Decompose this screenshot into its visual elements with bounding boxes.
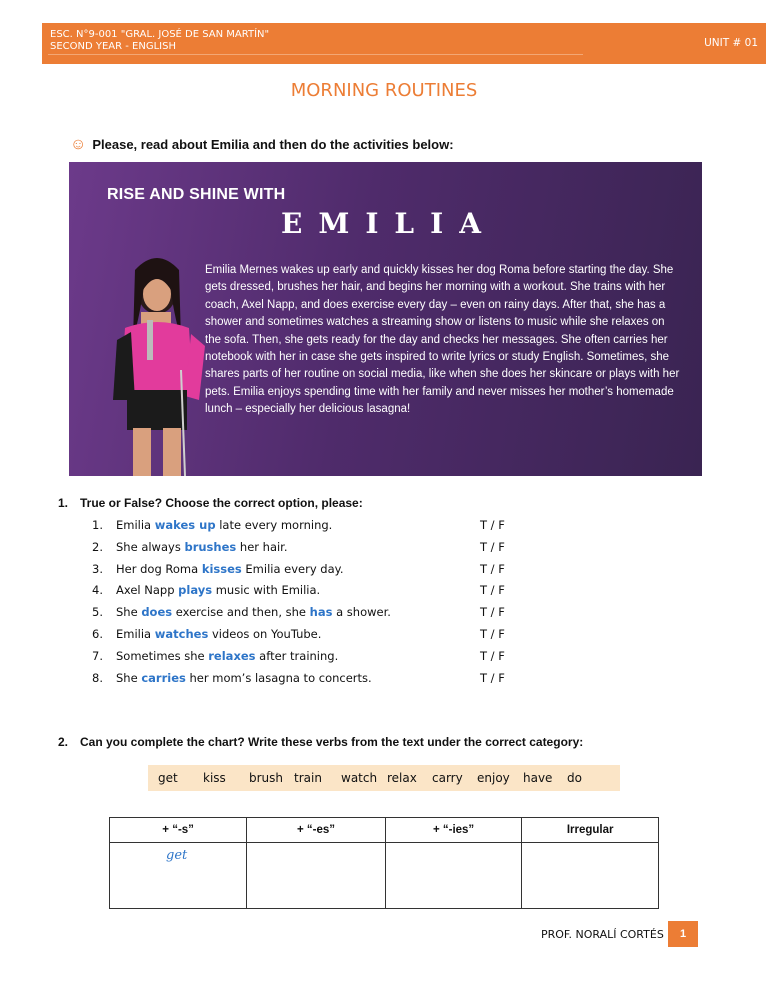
- header-divider: [48, 54, 583, 55]
- item-text: Emilia: [116, 626, 155, 641]
- true-false-option[interactable]: T / F: [480, 670, 505, 685]
- school-line-2: SECOND YEAR - ENGLISH: [50, 41, 176, 52]
- answer-cell-irregular[interactable]: [522, 843, 659, 909]
- column-es: + “-es”: [247, 818, 386, 843]
- item-text: Sometimes she: [116, 648, 209, 663]
- item-text: after training.: [255, 648, 339, 663]
- word-bank-word: watch: [341, 771, 378, 785]
- activity1-number: 1.: [58, 496, 69, 510]
- item-text: her hair.: [236, 539, 288, 554]
- activity1-heading: [58, 496, 363, 510]
- school-name: [50, 29, 269, 53]
- item-number: 5.: [92, 605, 103, 620]
- tf-item: [92, 602, 522, 624]
- true-false-option[interactable]: T / F: [480, 605, 505, 620]
- item-text: She: [116, 605, 142, 620]
- activity2-heading: [58, 735, 583, 749]
- item-verb: has: [309, 605, 333, 620]
- item-text: Emilia every day.: [241, 561, 344, 576]
- banner-name: EMILIA: [281, 207, 497, 240]
- item-verb: kisses: [201, 561, 242, 576]
- intro-text: Please, read about Emilia and then do the activities below:: [92, 137, 454, 152]
- item-text: She: [116, 670, 142, 685]
- word-bank: [148, 765, 620, 791]
- tf-item: [92, 537, 522, 559]
- item-text: She always: [116, 539, 185, 554]
- word-bank-word: brush: [249, 771, 284, 785]
- banner-story: Emilia Mernes wakes up early and quickly kisses her dog Roma before starting the day. She gets dressed, brushes her hair, and begins her morning with a workout. She trains with her coach, Axel Napp, and does exercise every day – even on rainy days. After that, she has a shower and sometimes watches a streaming show or listens to music while she relaxes on the sofa. Then, she gets ready for the day and checks her messages. She often carries her notebook with her in case she gets inspired to write lyrics or study English. Sometimes, she shares parts of her routine on social media, like when she does her skincare or plays with her pets. Emilia enjoys spending time with her family and never misses her mother’s homemade lunch – especially her delicious lasagna!: [205, 264, 680, 416]
- tf-item: [92, 668, 522, 690]
- item-verb: wakes up: [154, 518, 216, 532]
- word-bank-word: enjoy: [477, 771, 510, 785]
- true-false-option[interactable]: T / F: [480, 583, 505, 598]
- item-verb: watches: [154, 626, 209, 641]
- item-number: 6.: [92, 626, 103, 641]
- unit-label: UNIT # 01: [704, 37, 758, 49]
- true-false-list: [92, 515, 522, 689]
- column-ies: + “-ies”: [385, 818, 522, 843]
- chart-header-row: [110, 818, 659, 843]
- item-text: her mom’s lasagna to concerts.: [185, 670, 372, 685]
- column-s: + “-s”: [110, 818, 247, 843]
- emilia-banner: [69, 162, 702, 476]
- tf-item: [92, 559, 522, 581]
- answer-cell-es[interactable]: [247, 843, 386, 909]
- word-bank-word: carry: [432, 771, 463, 785]
- item-text: a shower.: [332, 605, 391, 620]
- school-line-1: ESC. N°9-001 "GRAL. JOSÉ DE SAN MARTÍN": [50, 29, 270, 40]
- item-verb: carries: [141, 670, 186, 685]
- singer-illustration: [95, 250, 215, 476]
- header-bar: [42, 23, 766, 64]
- true-false-option[interactable]: T / F: [480, 539, 505, 554]
- true-false-option[interactable]: T / F: [480, 561, 505, 576]
- item-verb: brushes: [184, 539, 237, 554]
- item-text: videos on YouTube.: [208, 626, 322, 641]
- answer-cell-s[interactable]: [110, 843, 247, 909]
- item-verb: relaxes: [208, 648, 256, 663]
- item-number: 4.: [92, 583, 103, 598]
- page-number: 1: [668, 921, 698, 947]
- word-bank-word: do: [567, 771, 582, 785]
- word-bank-word: get: [158, 771, 178, 785]
- page-title: MORNING ROUTINES: [290, 80, 478, 101]
- item-text: music with Emilia.: [212, 583, 321, 598]
- true-false-option[interactable]: T / F: [480, 518, 505, 532]
- activity1-title: True or False? Choose the correct option, please:: [80, 496, 363, 510]
- example-answer: get: [166, 848, 188, 863]
- word-bank-word: kiss: [203, 771, 226, 785]
- activity2-title: Can you complete the chart? Write these verbs from the text under the correct category:: [80, 735, 584, 749]
- tf-item: [92, 515, 522, 537]
- item-text: exercise and then, she: [172, 605, 310, 620]
- item-text: Axel Napp: [116, 583, 179, 598]
- item-number: 2.: [92, 539, 103, 554]
- item-number: 1.: [92, 518, 103, 532]
- item-verb: does: [141, 605, 173, 620]
- true-false-option[interactable]: T / F: [480, 648, 505, 663]
- answer-cell-ies[interactable]: [385, 843, 522, 909]
- chart-answer-row: [110, 843, 659, 909]
- true-false-option[interactable]: T / F: [480, 626, 505, 641]
- item-number: 7.: [92, 648, 103, 663]
- item-number: 3.: [92, 561, 103, 576]
- intro-line: [70, 136, 454, 154]
- activity2-number: 2.: [58, 735, 69, 749]
- item-text: Her dog Roma: [116, 561, 202, 576]
- word-bank-word: train: [294, 771, 322, 785]
- tf-item: [92, 646, 522, 668]
- verb-chart: [109, 817, 659, 909]
- tf-item: [92, 624, 522, 646]
- item-number: 8.: [92, 670, 103, 685]
- banner-heading: RISE AND SHINE WITH: [107, 186, 286, 203]
- item-text: late every morning.: [215, 518, 333, 532]
- column-irregular: Irregular: [522, 818, 659, 843]
- word-bank-word: have: [523, 771, 553, 785]
- item-text: Emilia: [116, 518, 155, 532]
- smiley-icon: ☺: [70, 136, 87, 153]
- teacher-name: PROF. NORALÍ CORTÉS: [541, 928, 664, 941]
- tf-item: [92, 580, 522, 602]
- word-bank-word: relax: [387, 771, 417, 785]
- item-verb: plays: [178, 583, 213, 598]
